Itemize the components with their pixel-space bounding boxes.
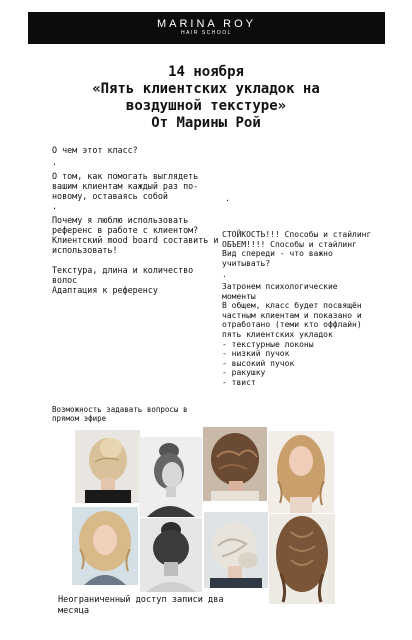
- adaptation-note: Адаптация к референсу: [52, 285, 158, 295]
- title-line-2: воздушной текстуре»: [125, 98, 287, 114]
- volume-line: ОБЪЕМ!!!! Способы и стайлинг: [222, 239, 357, 249]
- event-date: 14 ноября: [168, 64, 244, 80]
- class-summary: В общем, класс будет посвящён частным клиентам и показано и отработано (теми кто оффлайн) пять клиентских укладок: [222, 301, 362, 339]
- left-column: [52, 145, 222, 295]
- separator-dot: .: [52, 157, 58, 167]
- brand-logo: MARINA ROY: [156, 18, 257, 30]
- list-item: - ракушку: [222, 368, 372, 378]
- hairstyle-photo-4: [268, 431, 334, 513]
- hairstyle-photo-5: [72, 507, 138, 585]
- front-view-line: Вид спереди - что важно учитывать?: [222, 249, 333, 268]
- hairstyle-photo-2: [139, 437, 202, 517]
- live-questions-note: Возможность задавать вопросы в прямом эфире: [52, 405, 188, 423]
- separator-dot: .: [225, 194, 230, 203]
- hairstyle-photo-7: [204, 512, 268, 588]
- title-block: [40, 64, 372, 132]
- hairstyle-photo-6: [140, 518, 202, 592]
- list-item: - твист: [222, 378, 372, 388]
- hairstyle-photo-1: [75, 430, 140, 503]
- title-line-1: «Пять клиентских укладок на: [92, 81, 320, 97]
- hairstyle-photo-8: [269, 514, 335, 604]
- answer-about: О том, как помогать выглядеть вашим клиентам каждый раз по-новому, оставаясь собой: [52, 171, 199, 201]
- psychology-line: Затронем психологические моменты: [222, 281, 338, 301]
- right-column: [222, 230, 372, 388]
- list-item: - текстурные локоны: [222, 340, 372, 350]
- question-reference: Почему я люблю использовать референс в работе с клиентом? Клиентский mood board составить и использовать!: [52, 215, 219, 255]
- hairstyle-photo-3: [203, 427, 267, 501]
- stability-line: СТОЙКОСТЬ!!! Способы и стайлинг: [222, 230, 372, 239]
- texture-note: Текстура, длина и количество волос: [52, 265, 194, 285]
- brand-header: [28, 12, 385, 44]
- separator-dot: .: [52, 201, 58, 211]
- list-item: - высокий пучок: [222, 359, 372, 369]
- access-note: Неограниченный доступ записи два месяца: [58, 595, 224, 616]
- author-line: От Марины Рой: [151, 115, 261, 131]
- question-about: О чем этот класс?: [52, 145, 138, 155]
- separator-dot: .: [222, 270, 227, 280]
- list-item: - низкий пучок: [222, 349, 372, 359]
- brand-subtitle: HAIR SCHOOL: [181, 30, 232, 36]
